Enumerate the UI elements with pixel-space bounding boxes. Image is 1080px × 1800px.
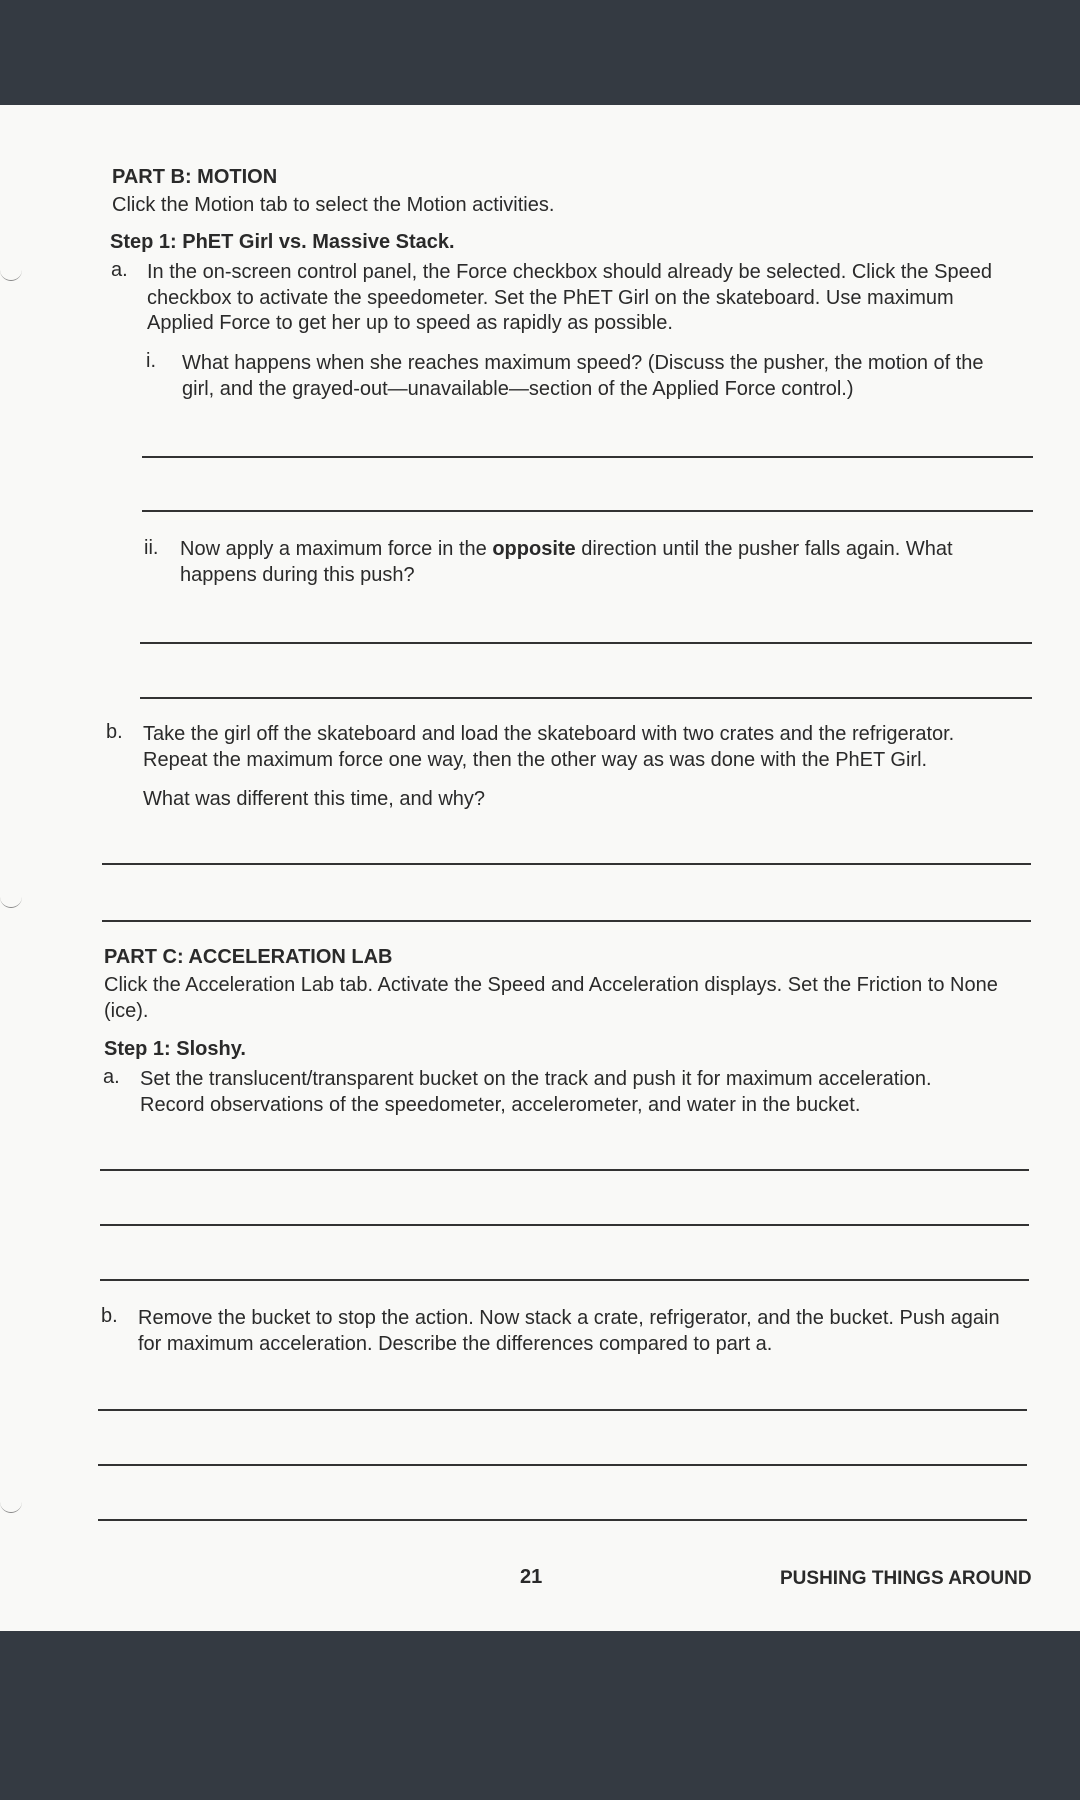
part-b-item-ii-text-before: Now apply a maximum force in the	[180, 538, 493, 560]
answer-line[interactable]	[100, 1279, 1029, 1281]
part-b-item-ii-line-1	[180, 537, 953, 562]
answer-line[interactable]	[102, 863, 1031, 865]
part-c-step1-heading: Step 1: Sloshy.	[104, 1038, 246, 1060]
answer-line[interactable]	[100, 1224, 1029, 1226]
part-c-item-b-line-1: Remove the bucket to stop the action. Now stack a crate, refrigerator, and the bucket. Push again	[138, 1307, 1000, 1329]
punch-hole-mark-top	[0, 268, 22, 281]
part-b-intro: Click the Motion tab to select the Motion activities.	[112, 194, 555, 216]
punch-hole-mark-middle	[0, 895, 22, 908]
answer-line[interactable]	[98, 1519, 1027, 1521]
part-c-item-a-line-1: Set the translucent/transparent bucket on the track and push it for maximum acceleration.	[140, 1068, 932, 1090]
answer-line[interactable]	[142, 456, 1033, 458]
worksheet-page	[0, 105, 1080, 1631]
answer-line[interactable]	[140, 697, 1032, 699]
part-c-item-a-line-2: Record observations of the speedometer, accelerometer, and water in the bucket.	[140, 1094, 861, 1116]
part-b-item-b-line-1: Take the girl off the skateboard and load the skateboard with two crates and the refrigerator.	[143, 723, 955, 745]
part-c-intro-line-2: (ice).	[104, 1000, 149, 1022]
part-c-heading: PART C: ACCELERATION LAB	[104, 946, 393, 968]
part-c-item-a-marker: a.	[103, 1066, 120, 1088]
footer-title: PUSHING THINGS AROUND	[780, 1568, 1032, 1589]
punch-hole-mark-bottom	[0, 1500, 22, 1513]
answer-line[interactable]	[100, 1169, 1029, 1171]
part-c-item-b-marker: b.	[101, 1305, 118, 1327]
answer-line[interactable]	[140, 642, 1032, 644]
part-b-item-ii-bold-word: opposite	[492, 538, 576, 560]
answer-line[interactable]	[98, 1409, 1027, 1411]
part-b-item-i-marker: i.	[146, 350, 156, 372]
part-c-item-b-line-2: for maximum acceleration. Describe the differences compared to part a.	[138, 1333, 773, 1355]
part-b-item-i-line-2: girl, and the grayed-out—unavailable—section of the Applied Force control.)	[182, 378, 854, 400]
part-b-item-b-marker: b.	[106, 721, 123, 743]
part-b-item-a-line-2: checkbox to activate the speedometer. Set the PhET Girl on the skateboard. Use maximum	[147, 287, 954, 309]
part-b-item-b-line-2: Repeat the maximum force one way, then the other way as was done with the PhET Girl.	[143, 749, 928, 771]
part-c-intro-line-1: Click the Acceleration Lab tab. Activate the Speed and Acceleration displays. Set the Friction to None	[104, 974, 998, 996]
bottom-dark-bar	[0, 1631, 1080, 1800]
answer-line[interactable]	[142, 510, 1033, 512]
answer-line[interactable]	[102, 920, 1031, 922]
part-b-item-a-line-1: In the on-screen control panel, the Force checkbox should already be selected. Click the Speed	[147, 261, 992, 283]
page-number: 21	[520, 1566, 543, 1588]
part-b-step1-heading: Step 1: PhET Girl vs. Massive Stack.	[110, 231, 455, 253]
part-b-item-a-line-3: Applied Force to get her up to speed as rapidly as possible.	[147, 312, 673, 334]
part-b-item-i-line-1: What happens when she reaches maximum speed? (Discuss the pusher, the motion of the	[182, 352, 984, 374]
answer-line[interactable]	[98, 1464, 1027, 1466]
top-dark-bar	[0, 0, 1080, 105]
part-b-item-ii-marker: ii.	[144, 537, 159, 559]
part-b-heading: PART B: MOTION	[112, 166, 278, 188]
part-b-item-b-question: What was different this time, and why?	[143, 788, 486, 810]
part-b-item-ii-line-2: happens during this push?	[180, 564, 415, 586]
part-b-item-a-marker: a.	[111, 259, 128, 281]
part-b-item-ii-text-after: direction until the pusher falls again. What	[575, 538, 953, 560]
